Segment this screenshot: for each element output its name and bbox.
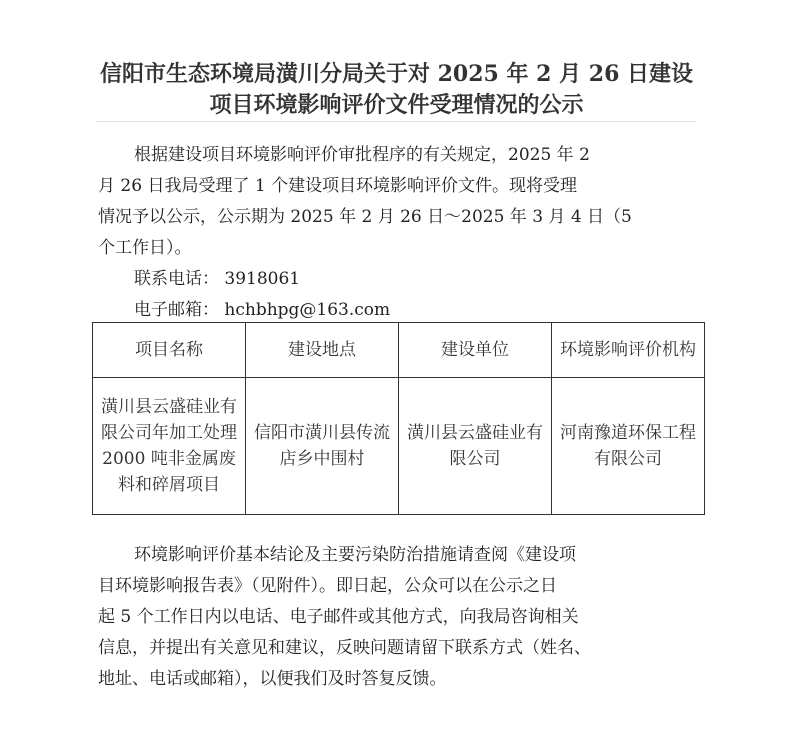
conclusion-line: 信息，并提出有关意见和建议，反映问题请留下联系方式（姓名、 <box>98 638 591 658</box>
table-row <box>93 378 705 515</box>
project-table <box>92 322 705 515</box>
header-agency: 环境影响评价机构 <box>552 323 705 378</box>
cell-builder: 潢川县云盛硅业有限公司 <box>399 378 552 515</box>
intro-line: 根据建设项目环境影响评价审批程序的有关规定，2025 年 2 <box>134 145 590 165</box>
intro-line: 情况予以公示，公示期为 2025 年 2 月 26 日～2025 年 3 月 4 日（5 <box>98 207 632 227</box>
conclusion-paragraph <box>98 540 696 695</box>
title-line-2: 项目环境影响评价文件受理情况的公示 <box>209 92 584 118</box>
conclusion-line: 起 5 个工作日内以电话、电子邮件或其他方式，向我局咨询相关 <box>98 607 579 627</box>
conclusion-line: 地址、电话或邮箱），以便我们及时答复反馈。 <box>98 669 447 689</box>
header-builder: 建设单位 <box>399 323 552 378</box>
cell-project-name: 潢川县云盛硅业有限公司年加工处理 2000 吨非金属废料和碎屑项目 <box>93 378 246 515</box>
intro-line: 个工作日）。 <box>98 238 192 258</box>
contact-phone: 联系电话： 3918061 <box>134 269 301 289</box>
table-header-row <box>93 323 705 378</box>
intro-paragraph <box>98 140 696 264</box>
header-location: 建设地点 <box>246 323 399 378</box>
intro-line: 月 26 日我局受理了 1 个建设项目环境影响评价文件。现将受理 <box>98 176 578 196</box>
title-divider <box>96 121 696 122</box>
conclusion-line: 环境影响评价基本结论及主要污染防治措施请查阅《建设项 <box>134 545 576 565</box>
cell-agency: 河南豫道环保工程有限公司 <box>552 378 705 515</box>
cell-location: 信阳市潢川县传流店乡中围村 <box>246 378 399 515</box>
contact-email: 电子邮箱： hchbhpg@163.com <box>134 300 391 320</box>
header-project-name: 项目名称 <box>93 323 246 378</box>
title-line-1: 信阳市生态环境局潢川分局关于对 2025 年 2 月 26 日建设 <box>99 61 694 87</box>
conclusion-line: 目环境影响报告表》（见附件）。即日起，公众可以在公示之日 <box>98 576 557 596</box>
